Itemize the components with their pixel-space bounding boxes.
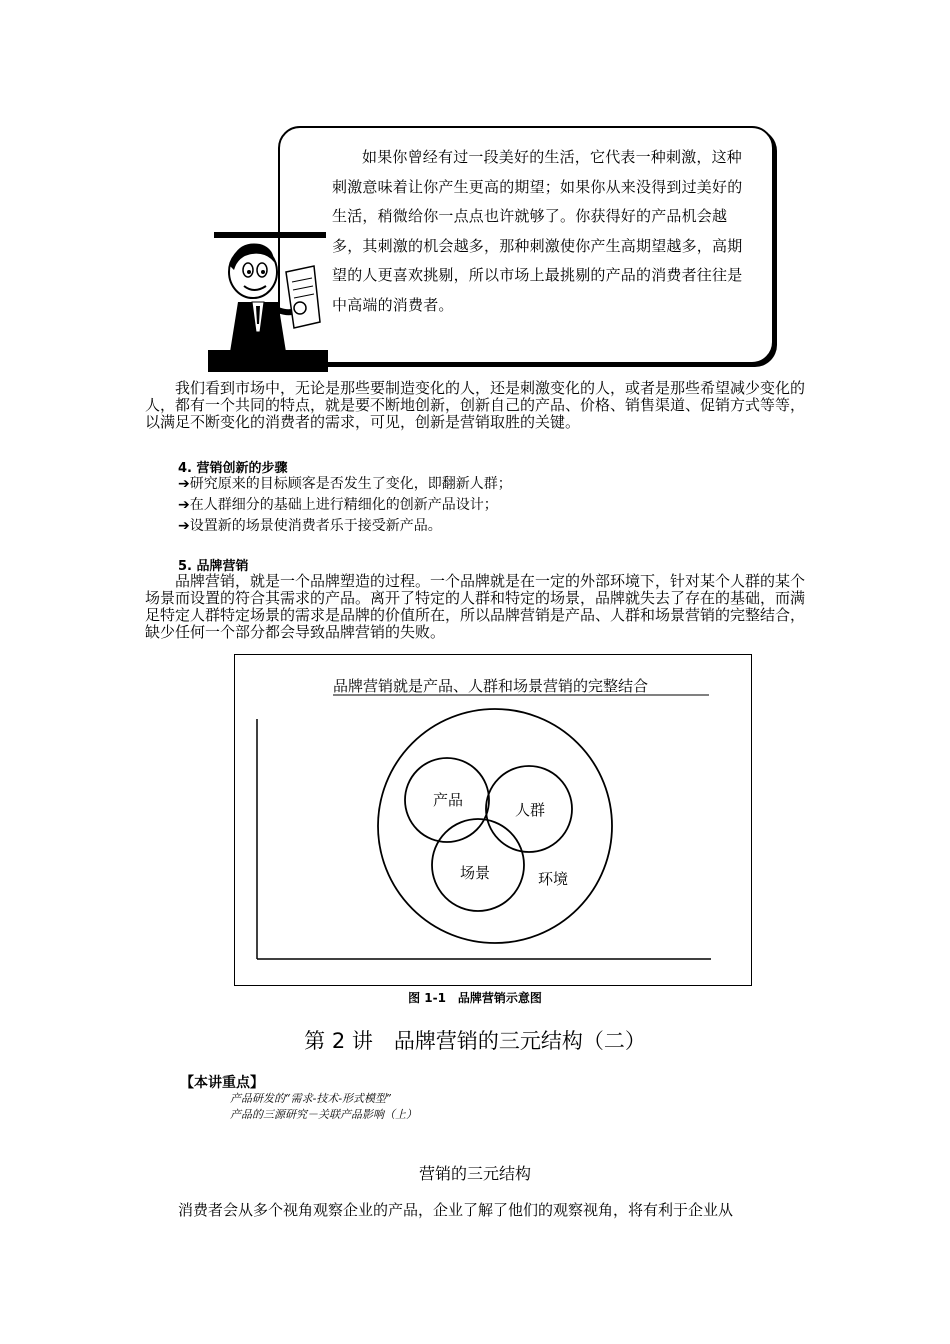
section4-heading: 4. 营销创新的步骤 xyxy=(178,461,288,476)
paragraph-consumer-view: 消费者会从多个视角观察企业的产品，企业了解了他们的观察视角，将有利于企业从 xyxy=(178,1201,734,1219)
key-point-item: 产品研发的“需求-技术-形式模型” xyxy=(230,1092,392,1105)
callout-text: 如果你曾经有过一段美好的生活，它代表一种刺激，这种刺激意味着让你产生更高的期望；如果你从来没得到过美好的生活，稍微给你一点点也许就够了。你获得好的产品机会越多，其刺激的机会越多，那种刺激使你产生高期望越多，高期望的人更喜欢挑剔，所以市场上最挑剔的产品的消费者往往是中高端的消费者。 xyxy=(332,148,743,314)
arrow-icon: ➔ xyxy=(178,476,190,492)
lecture-title: 第 2 讲 品牌营销的三元结构（二） xyxy=(304,1029,646,1053)
paragraph-brand-marketing: 品牌营销，就是一个品牌塑造的过程。一个品牌就是在一定的外部环境下，针对某个人群的某个场景而设置的符合其需求的产品。离开了特定的人群和特定的场景，品牌就失去了存在的基础，而满足特定人群特定场景的需求是品牌的价值所在，所以品牌营销是产品、人群和场景营销的完整结合，缺少任何一个部分都会导致品牌营销的失败。 xyxy=(145,572,806,641)
list-item: ➔研究原来的目标顾客是否发生了变化，即翻新人群； xyxy=(178,476,512,492)
label-environment: 环境 xyxy=(538,870,569,888)
paragraph-innovation: 我们看到市场中，无论是那些要制造变化的人，还是刺激变化的人，或者是那些希望减少变化的人，都有一个共同的特点，就是要不断地创新，创新自己的产品、价格、销售渠道、促销方式等等，以满足不断变化的消费者的需求，可见，创新是营销取胜的关键。 xyxy=(145,379,806,431)
arrow-icon: ➔ xyxy=(178,497,190,513)
label-people: 人群 xyxy=(515,801,546,819)
arrow-icon: ➔ xyxy=(178,518,190,534)
key-point-item: 产品的三源研究－关联产品影响（上） xyxy=(230,1108,417,1121)
section-title: 营销的三元结构 xyxy=(418,1164,531,1183)
venn-diagram xyxy=(235,655,751,985)
list-item: ➔设置新的场景使消费者乐于接受新产品。 xyxy=(178,518,442,534)
key-points-heading: 【本讲重点】 xyxy=(180,1075,264,1091)
businessman-cartoon-icon xyxy=(208,232,328,372)
list-item: ➔在人群细分的基础上进行精细化的创新产品设计； xyxy=(178,497,498,513)
section5-heading: 5. 品牌营销 xyxy=(178,559,249,574)
label-scene: 场景 xyxy=(460,864,491,882)
diagram-frame xyxy=(234,654,752,986)
figure-caption: 图 1-1 品牌营销示意图 xyxy=(408,991,542,1005)
diagram-title: 品牌营销就是产品、人群和场景营销的完整结合 xyxy=(333,677,649,695)
label-product: 产品 xyxy=(433,791,464,809)
